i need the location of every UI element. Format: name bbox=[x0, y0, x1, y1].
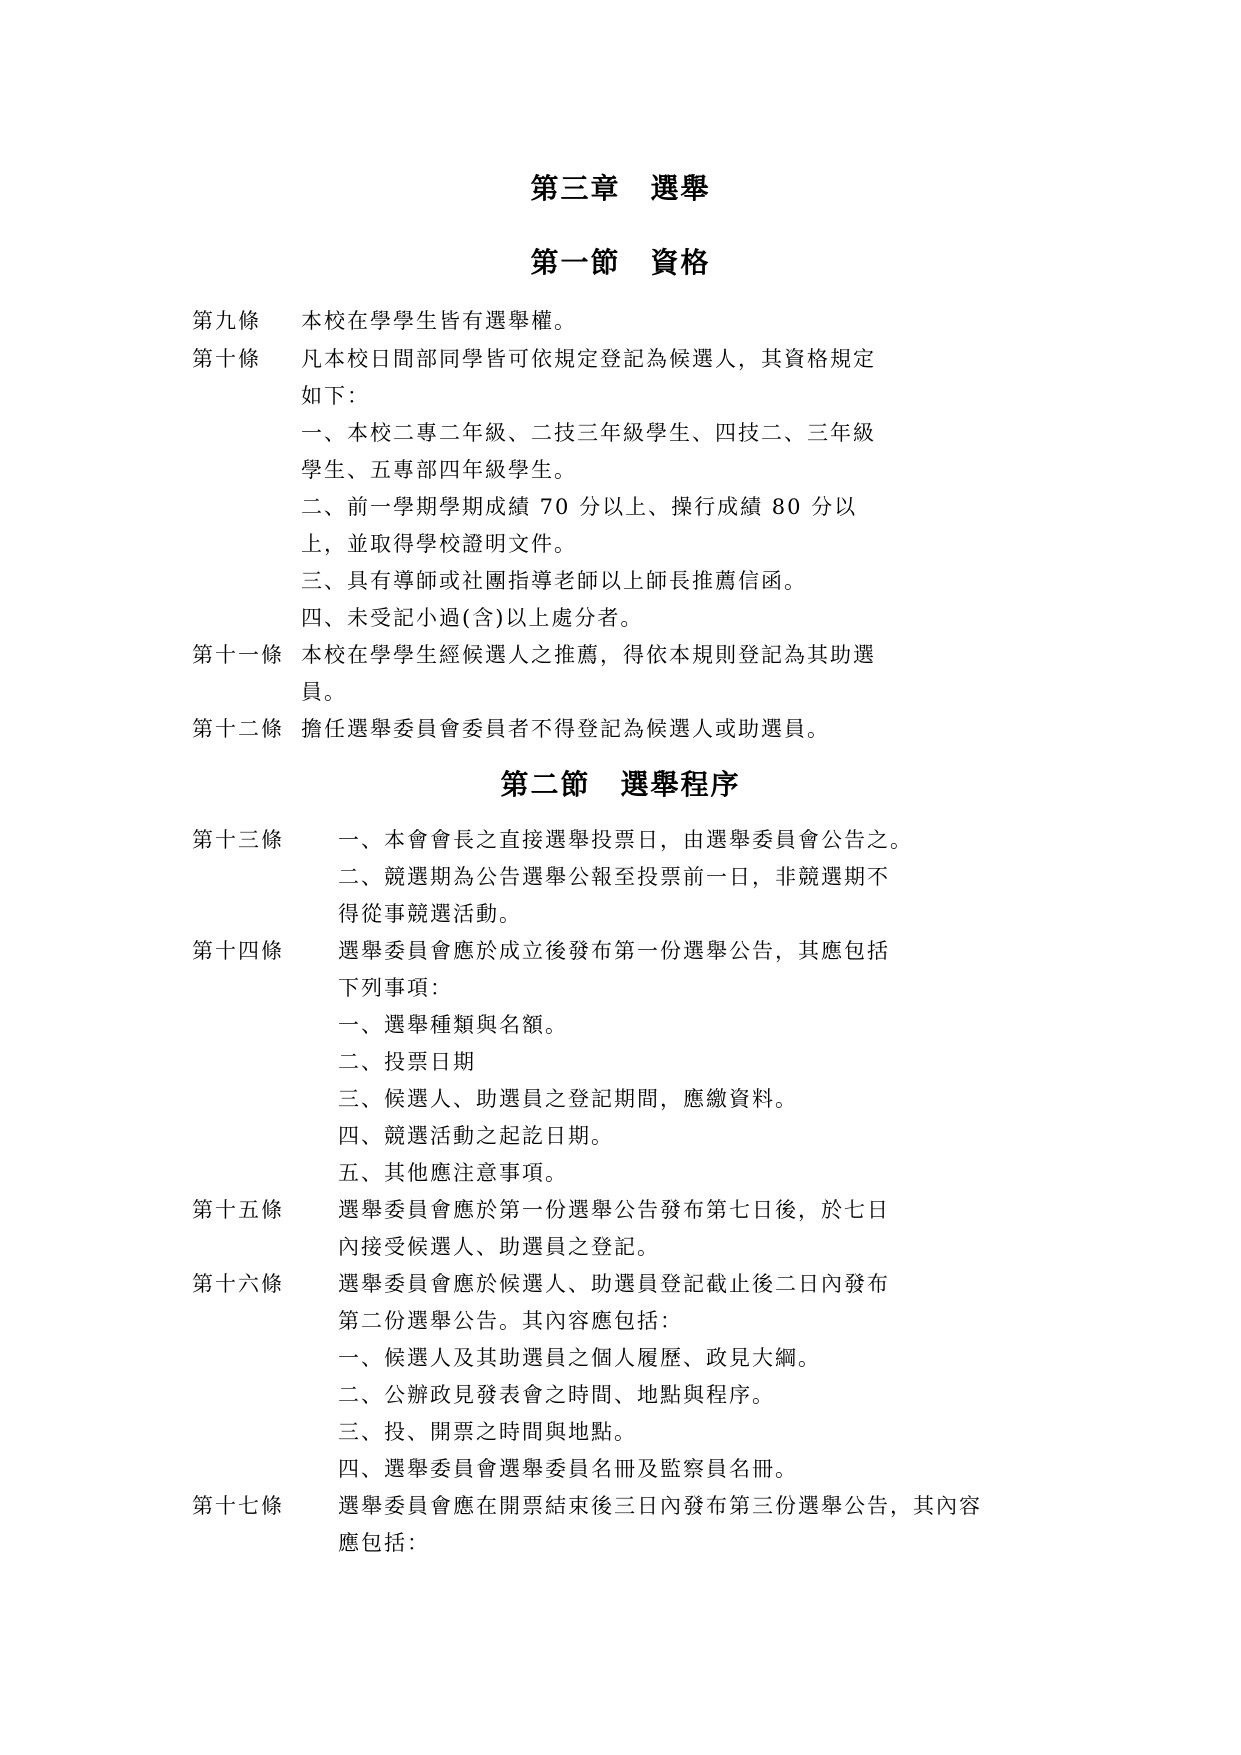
article-text-line: 凡本校日間部同學皆可依規定登記為候選人，其資格規定 bbox=[301, 347, 876, 371]
article-label: 第十六條 bbox=[192, 1272, 284, 1296]
article-label: 第十三條 bbox=[192, 828, 284, 852]
list-item-line: 學生、五專部四年級學生。 bbox=[301, 458, 577, 482]
article-text-line: 第二份選舉公告。其內容應包括： bbox=[338, 1309, 683, 1333]
article-text: 本校在學學生皆有選舉權。 bbox=[301, 309, 577, 333]
article-label: 第十五條 bbox=[192, 1198, 284, 1222]
article-text-line: 員。 bbox=[301, 680, 347, 704]
list-item-line: 一、本會會長之直接選舉投票日，由選舉委員會公告之。 bbox=[338, 828, 913, 852]
article-label: 第十四條 bbox=[192, 939, 284, 963]
article-text-line: 本校在學學生經候選人之推薦，得依本規則登記為其助選 bbox=[301, 643, 876, 667]
list-item-line: 二、公辦政見發表會之時間、地點與程序。 bbox=[338, 1383, 775, 1407]
list-item-line: 二、投票日期 bbox=[338, 1050, 476, 1074]
article-label: 第十一條 bbox=[192, 643, 284, 667]
article-label: 第十二條 bbox=[192, 717, 284, 741]
article-text-line: 內接受候選人、助選員之登記。 bbox=[338, 1235, 660, 1259]
list-item-line: 三、具有導師或社團指導老師以上師長推薦信函。 bbox=[301, 569, 807, 593]
list-item-line: 四、未受記小過(含)以上處分者。 bbox=[301, 606, 644, 630]
list-item-line: 三、投、開票之時間與地點。 bbox=[338, 1420, 637, 1444]
list-item-line: 一、本校二專二年級、二技三年級學生、四技二、三年級 bbox=[301, 421, 876, 445]
list-item-line: 一、候選人及其助選員之個人履歷、政見大綱。 bbox=[338, 1346, 821, 1370]
article-text-line: 選舉委員會應於候選人、助選員登記截止後二日內發布 bbox=[338, 1272, 890, 1296]
list-item-line: 二、前一學期學期成績 70 分以上、操行成績 80 分以 bbox=[301, 495, 858, 519]
list-item-line: 五、其他應注意事項。 bbox=[338, 1161, 568, 1185]
article-label: 第十七條 bbox=[192, 1494, 284, 1518]
list-item-line: 一、選舉種類與名額。 bbox=[338, 1013, 568, 1037]
list-item-line: 四、競選活動之起訖日期。 bbox=[338, 1124, 614, 1148]
chapter-title: 第三章 選舉 bbox=[530, 172, 711, 205]
article-label: 第九條 bbox=[192, 309, 261, 333]
article-text-line: 應包括： bbox=[338, 1531, 430, 1555]
article-text-line: 選舉委員會應於第一份選舉公告發布第七日後，於七日 bbox=[338, 1198, 890, 1222]
list-item-line: 得從事競選活動。 bbox=[338, 902, 522, 926]
article-text-line: 如下： bbox=[301, 384, 370, 408]
article-text-line: 選舉委員會應於成立後發布第一份選舉公告，其應包括 bbox=[338, 939, 890, 963]
list-item-line: 二、競選期為公告選舉公報至投票前一日，非競選期不 bbox=[338, 865, 890, 889]
section-title: 第一節 資格 bbox=[530, 246, 711, 279]
article-label: 第十條 bbox=[192, 347, 261, 371]
section-title: 第二節 選舉程序 bbox=[500, 768, 741, 801]
article-text-line: 選舉委員會應在開票結束後三日內發布第三份選舉公告，其內容 bbox=[338, 1494, 982, 1518]
article-text-line: 下列事項： bbox=[338, 976, 453, 1000]
list-item-line: 三、候選人、助選員之登記期間，應繳資料。 bbox=[338, 1087, 798, 1111]
list-item-line: 四、選舉委員會選舉委員名冊及監察員名冊。 bbox=[338, 1457, 798, 1481]
list-item-line: 上，並取得學校證明文件。 bbox=[301, 532, 577, 556]
article-text: 擔任選舉委員會委員者不得登記為候選人或助選員。 bbox=[301, 717, 830, 741]
